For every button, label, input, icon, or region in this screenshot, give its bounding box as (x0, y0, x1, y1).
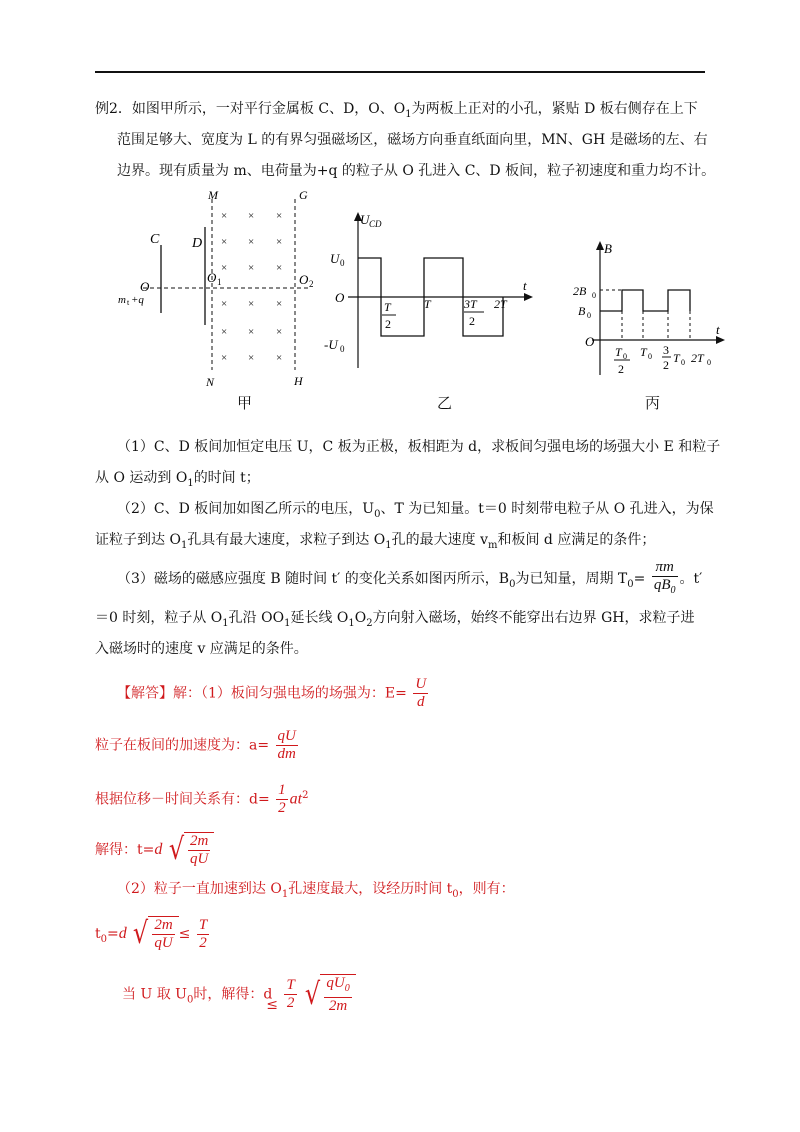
solution-line1: 【解答】解：（1）板间匀强电场的场强为：E= $\frac{U}{d}$ (117, 676, 427, 710)
yi-ylabel: U (360, 212, 370, 227)
yi-2T: 2T (494, 297, 507, 311)
label-charge: m (118, 294, 126, 306)
solution-line5: （2）粒子一直加速到达 $O_1$孔速度最大，设经历时间 $t_0$，则有： (117, 881, 515, 900)
bing-2T0-sub: 0 (707, 358, 711, 367)
yi-3Thalf-d: 2 (469, 314, 475, 328)
yi-t: t (523, 278, 527, 293)
svg-text:×: × (248, 352, 255, 364)
a-fraction: $\frac{qU}{dm}$ (277, 728, 296, 762)
yi-3Thalf-n: 3T (464, 297, 477, 311)
yi-Thalf-d: 2 (385, 317, 391, 331)
svg-text:×: × (276, 298, 283, 310)
q1-line1: （1）C、D 板间加恒定电压 U，C 板为正极，板相距为 d，求板间匀强电场的场强大小 E 和粒子 (117, 439, 721, 455)
q2-line2: 证粒子到达 $O_1$孔具有最大速度，求粒子到达 $O_1$孔的最大速度 $v_m$和板间 d 应满足的条件； (95, 532, 656, 551)
caption-yi: 乙 (437, 394, 453, 412)
svg-text:×: × (248, 236, 255, 248)
label-O1-sub: 1 (217, 277, 222, 287)
bing-2T0: 2T (691, 351, 704, 365)
q3-line1: （3）磁场的磁感应强度 B 随时间 t′ 的变化关系如图丙所示，$B_0$为已知量，周期 $T_0=$ $\frac{\pi m}{qB_0}$ 。t′ (117, 559, 732, 600)
q3-line3: 入磁场时的速度 v 应满足的条件。 (95, 641, 308, 657)
label-M: M (208, 188, 218, 202)
svg-text:×: × (248, 210, 255, 222)
bing-T0half-n: T (615, 345, 622, 359)
bing-32-n: 3 (663, 343, 669, 357)
label-G: G (299, 188, 308, 202)
yi-U0-sub: 0 (340, 258, 345, 268)
bing-origin: O (585, 334, 595, 349)
svg-text:×: × (221, 298, 228, 310)
svg-text:×: × (276, 210, 283, 222)
yi-T: T (424, 297, 431, 311)
yi-U0: U (330, 251, 340, 266)
svg-text:×: × (276, 352, 283, 364)
bing-ylabel: B (604, 241, 612, 256)
q3-line2: ＝0 时刻，粒子从 $O_1$孔沿 $OO_1$延长线 $O_1O_2$方向射入磁场，始终不能穿出右边界 GH，求粒子进 (95, 610, 695, 629)
label-charge-sub: t (127, 298, 130, 307)
bing-32-T: T (673, 351, 680, 365)
solution-line6: $t_0=d$ √ $\frac{2m}{qU}$ ≤ $\frac{T}{2}$ (95, 916, 208, 951)
T0-fraction: $\frac{\pi m}{qB_0}$ (653, 559, 676, 596)
svg-text:×: × (221, 210, 228, 222)
svg-text:×: × (248, 326, 255, 338)
E-fraction: $\frac{U}{d}$ (415, 676, 427, 710)
yi-origin: O (335, 290, 345, 305)
svg-text:×: × (248, 298, 255, 310)
svg-text:×: × (248, 262, 255, 274)
bing-2B0-sub: 0 (592, 291, 596, 300)
label-H: H (294, 374, 303, 388)
bing-B0: B (578, 304, 586, 318)
bing-B0-sub: 0 (587, 311, 591, 320)
label-O: O (140, 279, 150, 294)
label-O1: O (207, 270, 217, 285)
half-fraction: $\frac{1}{2}$ (278, 782, 286, 817)
label-D: D (192, 236, 203, 251)
problem-intro-line1: 例2．如图甲所示，一对平行金属板 C、D，O、$O_1$为两板上正对的小孔，紧贴 D 板右侧存在上下 (95, 101, 698, 120)
bing-T0half-sub: 0 (623, 352, 627, 361)
svg-text:×: × (221, 262, 228, 274)
caption-jia: 甲 (237, 394, 253, 412)
label-charge-q: +q (131, 294, 144, 306)
yi-ysub: CD (369, 219, 382, 229)
bing-T0: T (640, 345, 647, 359)
problem-intro-line3: 边界。现有质量为 m、电荷量为+q 的粒子从 O 孔进入 C、D 板间，粒子初速度和重力均不计。 (117, 163, 716, 179)
svg-text:×: × (221, 352, 228, 364)
bing-T0half-d: 2 (618, 362, 624, 376)
bing-2B0: 2B (573, 284, 587, 298)
yi-negU0-sub: 0 (340, 344, 345, 354)
bing-32-d: 2 (663, 358, 669, 372)
figure-jia (108, 185, 328, 395)
yi-Thalf-n: T (384, 300, 391, 314)
bing-T0-sub: 0 (648, 352, 652, 361)
figure-yi (318, 208, 543, 373)
bing-32-sub: 0 (681, 358, 685, 367)
problem-intro-line2: 范围足够大、宽度为 L 的有界匀强磁场区，磁场方向垂直纸面向里，MN、GH 是磁场的左、右 (117, 132, 708, 148)
svg-text:×: × (276, 236, 283, 248)
figure-bing (570, 235, 740, 380)
magnetic-field-crosses (221, 210, 282, 364)
label-N: N (206, 375, 215, 389)
header-rule (95, 71, 705, 73)
sqrt-expression: √ $\frac{2m}{qU}$ (167, 832, 214, 868)
yi-negU0: -U (324, 337, 338, 352)
solution-line4: 解得：t=d √ $\frac{2m}{qU}$ (95, 832, 710, 868)
q2-line1: （2）C、D 板间加如图乙所示的电压，$U_0$、T 为已知量。t＝0 时刻带电粒子从 O 孔进入，为保 (117, 501, 714, 520)
solution-line2: 粒子在板间的加速度为：a= $\frac{qU}{dm}$ (95, 728, 296, 762)
label-O2: O (299, 272, 309, 287)
caption-bing: 丙 (645, 394, 661, 412)
label-C: C (150, 232, 160, 247)
label-O2-sub: 2 (309, 279, 314, 289)
svg-text:×: × (276, 262, 283, 274)
svg-text:×: × (221, 326, 228, 338)
q1-line2: 从 O 运动到 $O_1$的时间 t； (95, 470, 260, 489)
solution-line3: 根据位移－时间关系有：d= $\frac{1}{2}$ $at^2$ (95, 782, 309, 817)
svg-text:×: × (276, 326, 283, 338)
solution-line7: 当 U 取 $U_0$时，解得：d≤ $\frac{T}{2}$ √ $\frac{qU_0}{2m}$ (122, 974, 737, 1015)
svg-text:×: × (221, 236, 228, 248)
bing-t: t (716, 322, 720, 337)
